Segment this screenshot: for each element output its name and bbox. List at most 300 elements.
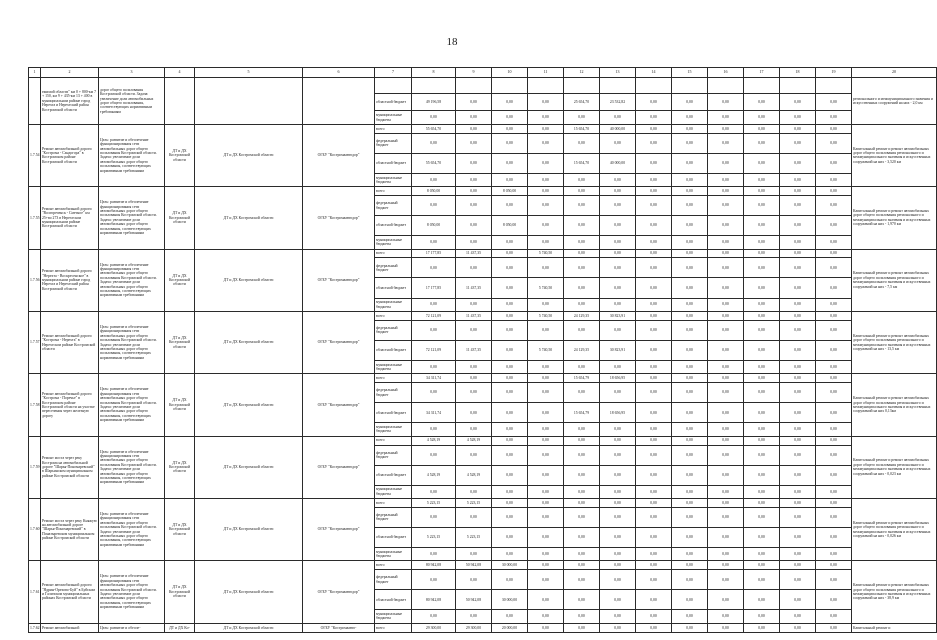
amount: 0,00 xyxy=(636,124,672,133)
responsible: ДТ и ДХ Костромской области xyxy=(165,311,195,373)
amount: 0,00 xyxy=(744,374,780,383)
executor: ОГБУ "Костромаавтодор" xyxy=(303,124,375,186)
measure-tasks: Цель: развитие и обеспечение функционирования сети автомобильных дорог общего пользования Костромской области. Задача: увеличение доли автомобильных дорог общего пользования, соответствующих нормативным требованиям xyxy=(99,374,165,436)
amount: 0,00 xyxy=(600,278,636,298)
column-number: 7 xyxy=(375,68,412,78)
amount: 0,00 xyxy=(412,423,456,436)
amount: 0,00 xyxy=(636,623,672,632)
amount: 0,00 xyxy=(672,445,708,465)
amount: 0,00 xyxy=(708,360,744,373)
amount: 0,00 xyxy=(744,465,780,485)
amount: 0,00 xyxy=(492,249,528,258)
amount: 5 740,50 xyxy=(528,249,564,258)
amount: 30 823,91 xyxy=(600,340,636,360)
responsible: ДТ и ДХ Костромской области xyxy=(165,436,195,498)
amount: 0,00 xyxy=(780,561,816,570)
amount: 0,00 xyxy=(492,93,528,111)
amount: 0,00 xyxy=(456,383,492,403)
amount: 0,00 xyxy=(744,153,780,173)
amount: 0,00 xyxy=(708,216,744,236)
funding-source: областной бюджет xyxy=(375,216,412,236)
amount: 29 300,00 xyxy=(412,623,456,632)
amount: 0,00 xyxy=(744,561,780,570)
amount: 0,00 xyxy=(672,498,708,507)
amount: 0,00 xyxy=(672,278,708,298)
amount: 0,00 xyxy=(636,278,672,298)
amount: 0,00 xyxy=(780,133,816,153)
measure-name: Ремонт автомобильной дороги "Кострома - Поречье" в Костромском районе Костромской области на участке пересечения через железную дорогу xyxy=(41,374,99,436)
amount: 0,00 xyxy=(456,196,492,216)
amount: 0,00 xyxy=(456,320,492,340)
funding-source: муниципальные бюджеты xyxy=(375,298,412,311)
column-number: 1 xyxy=(29,68,41,78)
amount: 0,00 xyxy=(412,445,456,465)
amount: 0,00 xyxy=(780,258,816,278)
funding-source: всего xyxy=(375,124,412,133)
amount: 0,00 xyxy=(708,507,744,527)
funding-source: областной бюджет xyxy=(375,93,412,111)
amount: 0,00 xyxy=(492,236,528,249)
amount: 0,00 xyxy=(816,298,852,311)
funding-source: муниципальные бюджеты xyxy=(375,236,412,249)
amount: 0,00 xyxy=(636,527,672,547)
amount: 0,00 xyxy=(744,187,780,196)
amount: 0,00 xyxy=(780,485,816,498)
amount: 0,00 xyxy=(780,507,816,527)
amount: 5 740,50 xyxy=(528,311,564,320)
amount: 0,00 xyxy=(708,527,744,547)
table-row xyxy=(29,561,937,570)
amount: 0,00 xyxy=(780,623,816,632)
amount: 0,00 xyxy=(780,374,816,383)
table-row xyxy=(29,249,937,258)
responsible xyxy=(165,78,195,125)
amount: 0,00 xyxy=(600,590,636,610)
funding-source: всего xyxy=(375,311,412,320)
responsible: ДТ и ДХ Костромской области xyxy=(165,498,195,560)
amount: 0,00 xyxy=(564,196,600,216)
department: ДТ и ДХ Костромской области xyxy=(195,623,303,632)
executor: ОГБУ "Костромаавтодор" xyxy=(303,436,375,498)
amount: 0,00 xyxy=(816,547,852,560)
amount: 0,00 xyxy=(412,196,456,216)
amount: 0,00 xyxy=(600,258,636,278)
amount: 0,00 xyxy=(816,383,852,403)
amount: 0,00 xyxy=(708,311,744,320)
row-number: 1.7.56 xyxy=(29,249,41,311)
amount: 0,00 xyxy=(636,403,672,423)
amount: 0,00 xyxy=(528,93,564,111)
amount: 0,00 xyxy=(564,383,600,403)
amount: 0,00 xyxy=(636,436,672,445)
amount: 34 311,74 xyxy=(412,403,456,423)
amount: 0,00 xyxy=(708,498,744,507)
amount: 0,00 xyxy=(528,258,564,278)
funding-source: муниципальные бюджеты xyxy=(375,360,412,373)
amount: 4 528,19 xyxy=(412,465,456,485)
amount: 11 437,35 xyxy=(456,340,492,360)
amount: 0,00 xyxy=(672,360,708,373)
funding-source: федеральный бюджет xyxy=(375,196,412,216)
amount: 0,00 xyxy=(456,173,492,186)
amount: 0,00 xyxy=(672,320,708,340)
amount: 0,00 xyxy=(816,527,852,547)
funding-source xyxy=(375,78,412,94)
amount: 0,00 xyxy=(816,498,852,507)
amount: 4 528,19 xyxy=(456,465,492,485)
measure-name: Ремонт автомобильной xyxy=(41,623,99,632)
amount: 0,00 xyxy=(672,374,708,383)
amount: 0,00 xyxy=(492,403,528,423)
header-row xyxy=(29,68,937,78)
table-row xyxy=(29,498,937,507)
column-number: 13 xyxy=(600,68,636,78)
amount: 0,00 xyxy=(492,527,528,547)
amount: 0,00 xyxy=(412,485,456,498)
amount: 0,00 xyxy=(672,403,708,423)
row-number: 1.7.58 xyxy=(29,374,41,436)
amount: 0,00 xyxy=(816,187,852,196)
amount: 0,00 xyxy=(564,423,600,436)
department: ДТ и ДХ Костромской области xyxy=(195,436,303,498)
amount: 0,00 xyxy=(744,173,780,186)
amount: 8 050,00 xyxy=(492,187,528,196)
amount: 0,00 xyxy=(492,498,528,507)
amount: 0,00 xyxy=(744,258,780,278)
amount: 0,00 xyxy=(600,249,636,258)
amount: 0,00 xyxy=(780,187,816,196)
amount: 0,00 xyxy=(816,465,852,485)
funding-source: областной бюджет xyxy=(375,153,412,173)
amount: 34 311,74 xyxy=(412,374,456,383)
amount: 0,00 xyxy=(636,383,672,403)
amount: 0,00 xyxy=(564,278,600,298)
funding-source: федеральный бюджет xyxy=(375,445,412,465)
amount: 0,00 xyxy=(492,133,528,153)
amount: 0,00 xyxy=(744,249,780,258)
department: ДТ и ДХ Костромской области xyxy=(195,249,303,311)
amount: 24 129,35 xyxy=(564,311,600,320)
amount: 72 121,09 xyxy=(412,311,456,320)
amount xyxy=(708,78,744,94)
amount: 0,00 xyxy=(816,249,852,258)
amount: 0,00 xyxy=(564,547,600,560)
amount xyxy=(564,78,600,94)
funding-source: областной бюджет xyxy=(375,278,412,298)
amount: 0,00 xyxy=(780,320,816,340)
expected-result: Капитальный ремонт и ремонт автомобильных дорог общего пользования регионального и межмуниципального значения и искусственных сооружений на них - 3,520 км xyxy=(852,124,937,186)
amount: 0,00 xyxy=(744,423,780,436)
amount: 15 654,79 xyxy=(564,403,600,423)
measure-name: ежимой области" км 0 + 800-км 7 + 150, км 9 + 435-км 13 + 400 в муниципальном районе город Нерехта и Нерехтский район Костромской области xyxy=(41,78,99,125)
amount: 0,00 xyxy=(456,133,492,153)
amount: 5 223,15 xyxy=(456,527,492,547)
amount: 0,00 xyxy=(564,111,600,124)
amount: 0,00 xyxy=(780,465,816,485)
amount: 0,00 xyxy=(412,507,456,527)
amount: 0,00 xyxy=(708,423,744,436)
row-number: 1.7.59 xyxy=(29,436,41,498)
responsible: ДТ и ДХ Ко- xyxy=(165,623,195,632)
amount: 0,00 xyxy=(744,623,780,632)
funding-source: федеральный бюджет xyxy=(375,258,412,278)
amount: 0,00 xyxy=(672,249,708,258)
funding-source: областной бюджет xyxy=(375,590,412,610)
amount: 0,00 xyxy=(672,133,708,153)
amount: 0,00 xyxy=(564,610,600,623)
amount: 0,00 xyxy=(816,507,852,527)
amount: 0,00 xyxy=(780,527,816,547)
amount: 49 196,58 xyxy=(412,93,456,111)
amount: 40 000,00 xyxy=(600,153,636,173)
amount: 55 654,70 xyxy=(412,153,456,173)
amount: 0,00 xyxy=(780,547,816,560)
funding-source: федеральный бюджет xyxy=(375,383,412,403)
amount: 0,00 xyxy=(708,590,744,610)
amount: 0,00 xyxy=(600,383,636,403)
responsible: ДТ и ДХ Костромской области xyxy=(165,561,195,623)
amount: 0,00 xyxy=(672,216,708,236)
amount: 0,00 xyxy=(528,610,564,623)
amount: 0,00 xyxy=(636,249,672,258)
amount: 0,00 xyxy=(672,111,708,124)
row-number: 1.7.62 xyxy=(29,623,41,632)
amount: 0,00 xyxy=(744,236,780,249)
column-number: 14 xyxy=(636,68,672,78)
amount: 24 129,35 xyxy=(564,340,600,360)
amount xyxy=(600,78,636,94)
amount: 0,00 xyxy=(456,610,492,623)
amount: 0,00 xyxy=(528,216,564,236)
amount: 0,00 xyxy=(636,465,672,485)
measure-name: Ремонт автомобильной дороги "Кострома - Сандогора" в Костромском районе Костромской области xyxy=(41,124,99,186)
funding-source: всего xyxy=(375,374,412,383)
funding-source: муниципальные бюджеты xyxy=(375,423,412,436)
amount: 0,00 xyxy=(708,374,744,383)
amount xyxy=(744,78,780,94)
measure-tasks: Цель: развитие и обеспечение функционирования сети автомобильных дорог общего пользования Костромской области. Задача: увеличение доли автомобильных дорог общего пользования, соответствующих нормативным требованиям xyxy=(99,436,165,498)
amount: 0,00 xyxy=(528,485,564,498)
executor: ОГБУ "Костромаавтодор" xyxy=(303,311,375,373)
executor: ОГБУ "Костромаавтодор" xyxy=(303,498,375,560)
table-row xyxy=(29,78,937,94)
amount: 5 223,15 xyxy=(412,527,456,547)
amount: 0,00 xyxy=(708,485,744,498)
amount: 8 050,00 xyxy=(412,216,456,236)
column-number: 17 xyxy=(744,68,780,78)
amount: 0,00 xyxy=(600,623,636,632)
amount: 0,00 xyxy=(816,173,852,186)
amount: 0,00 xyxy=(672,590,708,610)
amount: 0,00 xyxy=(636,196,672,216)
expected-result: Капитальный ремонт и ремонт автомобильных дорог общего пользования регионального и межмуниципального значения и искусственных сооружений на них - 0,023 км xyxy=(852,436,937,498)
amount: 0,00 xyxy=(456,216,492,236)
amount: 0,00 xyxy=(636,111,672,124)
amount: 0,00 xyxy=(780,249,816,258)
funding-source: муниципальные бюджеты xyxy=(375,485,412,498)
amount: 0,00 xyxy=(456,445,492,465)
amount: 0,00 xyxy=(744,216,780,236)
amount: 0,00 xyxy=(708,187,744,196)
amount: 0,00 xyxy=(528,527,564,547)
expected-result: Капитальный ремонт и ремонт автомобильных дорог общего пользования регионального и межмуниципального значения и искусственных сооружений на них - 38,9 км xyxy=(852,561,937,623)
table-row xyxy=(29,436,937,445)
amount: 0,00 xyxy=(600,485,636,498)
amount: 0,00 xyxy=(456,298,492,311)
amount: 0,00 xyxy=(456,507,492,527)
amount: 0,00 xyxy=(528,465,564,485)
table-row xyxy=(29,187,937,196)
amount: 0,00 xyxy=(816,590,852,610)
amount: 0,00 xyxy=(744,403,780,423)
amount: 0,00 xyxy=(636,561,672,570)
amount: 0,00 xyxy=(528,196,564,216)
amount: 0,00 xyxy=(708,547,744,560)
executor: ОГБУ "Костромаавтодор" xyxy=(303,187,375,249)
amount xyxy=(780,78,816,94)
amount: 0,00 xyxy=(816,311,852,320)
expected-result: Капитальный ремонт и xyxy=(852,623,937,632)
amount: 0,00 xyxy=(708,93,744,111)
amount: 0,00 xyxy=(456,547,492,560)
funding-source: федеральный бюджет xyxy=(375,133,412,153)
column-number: 12 xyxy=(564,68,600,78)
amount: 11 437,35 xyxy=(456,249,492,258)
amount: 0,00 xyxy=(780,436,816,445)
funding-source: муниципальные бюджеты xyxy=(375,610,412,623)
amount: 5 740,50 xyxy=(528,340,564,360)
amount: 0,00 xyxy=(564,623,600,632)
amount: 0,00 xyxy=(708,465,744,485)
amount: 0,00 xyxy=(708,278,744,298)
amount: 0,00 xyxy=(636,93,672,111)
amount: 0,00 xyxy=(528,623,564,632)
amount: 0,00 xyxy=(780,236,816,249)
measure-name: Ремонт автомобильной дороги "Кострома - Нерехта" в Нерехтском районе Костромской области xyxy=(41,311,99,373)
amount: 0,00 xyxy=(816,570,852,590)
amount: 0,00 xyxy=(672,465,708,485)
amount: 0,00 xyxy=(600,465,636,485)
executor: ОГБУ "Костромаавтодор" xyxy=(303,374,375,436)
amount xyxy=(636,78,672,94)
measure-name: Ремонт автомобильной дороги "Волгореченск - Сметное" км 25+во 273 в Нерехтском муниципальном районе Костромской области xyxy=(41,187,99,249)
amount: 0,00 xyxy=(564,360,600,373)
amount: 0,00 xyxy=(672,436,708,445)
amount: 0,00 xyxy=(412,298,456,311)
amount: 0,00 xyxy=(492,547,528,560)
amount: 50 942,08 xyxy=(456,561,492,570)
amount: 0,00 xyxy=(672,623,708,632)
amount: 0,00 xyxy=(744,124,780,133)
amount: 29 300,00 xyxy=(456,623,492,632)
amount: 0,00 xyxy=(528,498,564,507)
amount: 0,00 xyxy=(672,527,708,547)
amount: 0,00 xyxy=(492,124,528,133)
amount: 0,00 xyxy=(564,527,600,547)
amount: 8 050,00 xyxy=(492,216,528,236)
amount: 0,00 xyxy=(492,570,528,590)
amount: 0,00 xyxy=(636,590,672,610)
amount: 0,00 xyxy=(708,249,744,258)
amount: 0,00 xyxy=(456,111,492,124)
amount: 0,00 xyxy=(744,547,780,560)
amount: 0,00 xyxy=(456,187,492,196)
amount: 0,00 xyxy=(492,278,528,298)
amount: 0,00 xyxy=(600,547,636,560)
amount: 0,00 xyxy=(816,216,852,236)
amount xyxy=(528,78,564,94)
amount: 0,00 xyxy=(744,436,780,445)
funding-source: всего xyxy=(375,498,412,507)
amount: 0,00 xyxy=(744,196,780,216)
amount: 0,00 xyxy=(492,485,528,498)
amount: 0,00 xyxy=(600,133,636,153)
amount: 0,00 xyxy=(816,320,852,340)
amount: 0,00 xyxy=(412,360,456,373)
column-number: 4 xyxy=(165,68,195,78)
funding-source: всего xyxy=(375,623,412,632)
amount: 0,00 xyxy=(708,383,744,403)
amount: 0,00 xyxy=(780,298,816,311)
amount: 0,00 xyxy=(672,610,708,623)
amount: 0,00 xyxy=(816,623,852,632)
amount: 0,00 xyxy=(636,547,672,560)
amount: 0,00 xyxy=(744,527,780,547)
amount: 0,00 xyxy=(780,570,816,590)
amount: 0,00 xyxy=(708,298,744,311)
amount: 8 050,00 xyxy=(412,187,456,196)
row-number xyxy=(29,78,41,125)
amount: 0,00 xyxy=(744,340,780,360)
funding-source: муниципальные бюджеты xyxy=(375,547,412,560)
amount: 4 528,19 xyxy=(412,436,456,445)
amount xyxy=(456,78,492,94)
amount: 0,00 xyxy=(528,360,564,373)
amount: 0,00 xyxy=(636,360,672,373)
amount: 0,00 xyxy=(672,173,708,186)
amount: 0,00 xyxy=(564,561,600,570)
amount: 0,00 xyxy=(816,196,852,216)
amount: 0,00 xyxy=(492,298,528,311)
amount: 0,00 xyxy=(672,507,708,527)
amount: 0,00 xyxy=(708,623,744,632)
amount: 15 654,70 xyxy=(564,124,600,133)
column-number: 20 xyxy=(852,68,937,78)
funding-source: областной бюджет xyxy=(375,527,412,547)
amount: 0,00 xyxy=(672,298,708,311)
expected-result: Капитальный ремонт и ремонт автомобильных дорог общего пользования регионального и межмуниципального значения и искусственных сооружений на них 0,13км xyxy=(852,374,937,436)
amount: 0,00 xyxy=(600,216,636,236)
amount: 0,00 xyxy=(456,93,492,111)
amount: 0,00 xyxy=(816,485,852,498)
measure-tasks: Цель: развитие и обеспечение функционирования сети автомобильных дорог общего пользования Костромской области. Задача: увеличение доли автомобильных дорог общего пользования, соответствующих нормативным требованиям xyxy=(99,498,165,560)
amount: 0,00 xyxy=(816,610,852,623)
amount: 0,00 xyxy=(708,153,744,173)
amount: 0,00 xyxy=(816,423,852,436)
amount: 0,00 xyxy=(528,320,564,340)
amount: 0,00 xyxy=(744,570,780,590)
amount: 0,00 xyxy=(780,216,816,236)
amount: 0,00 xyxy=(744,93,780,111)
funding-source: федеральный бюджет xyxy=(375,320,412,340)
amount: 0,00 xyxy=(492,610,528,623)
amount: 0,00 xyxy=(780,153,816,173)
amount: 0,00 xyxy=(816,236,852,249)
amount: 0,00 xyxy=(528,547,564,560)
amount: 0,00 xyxy=(456,485,492,498)
amount: 0,00 xyxy=(528,124,564,133)
amount: 30 823,91 xyxy=(600,311,636,320)
